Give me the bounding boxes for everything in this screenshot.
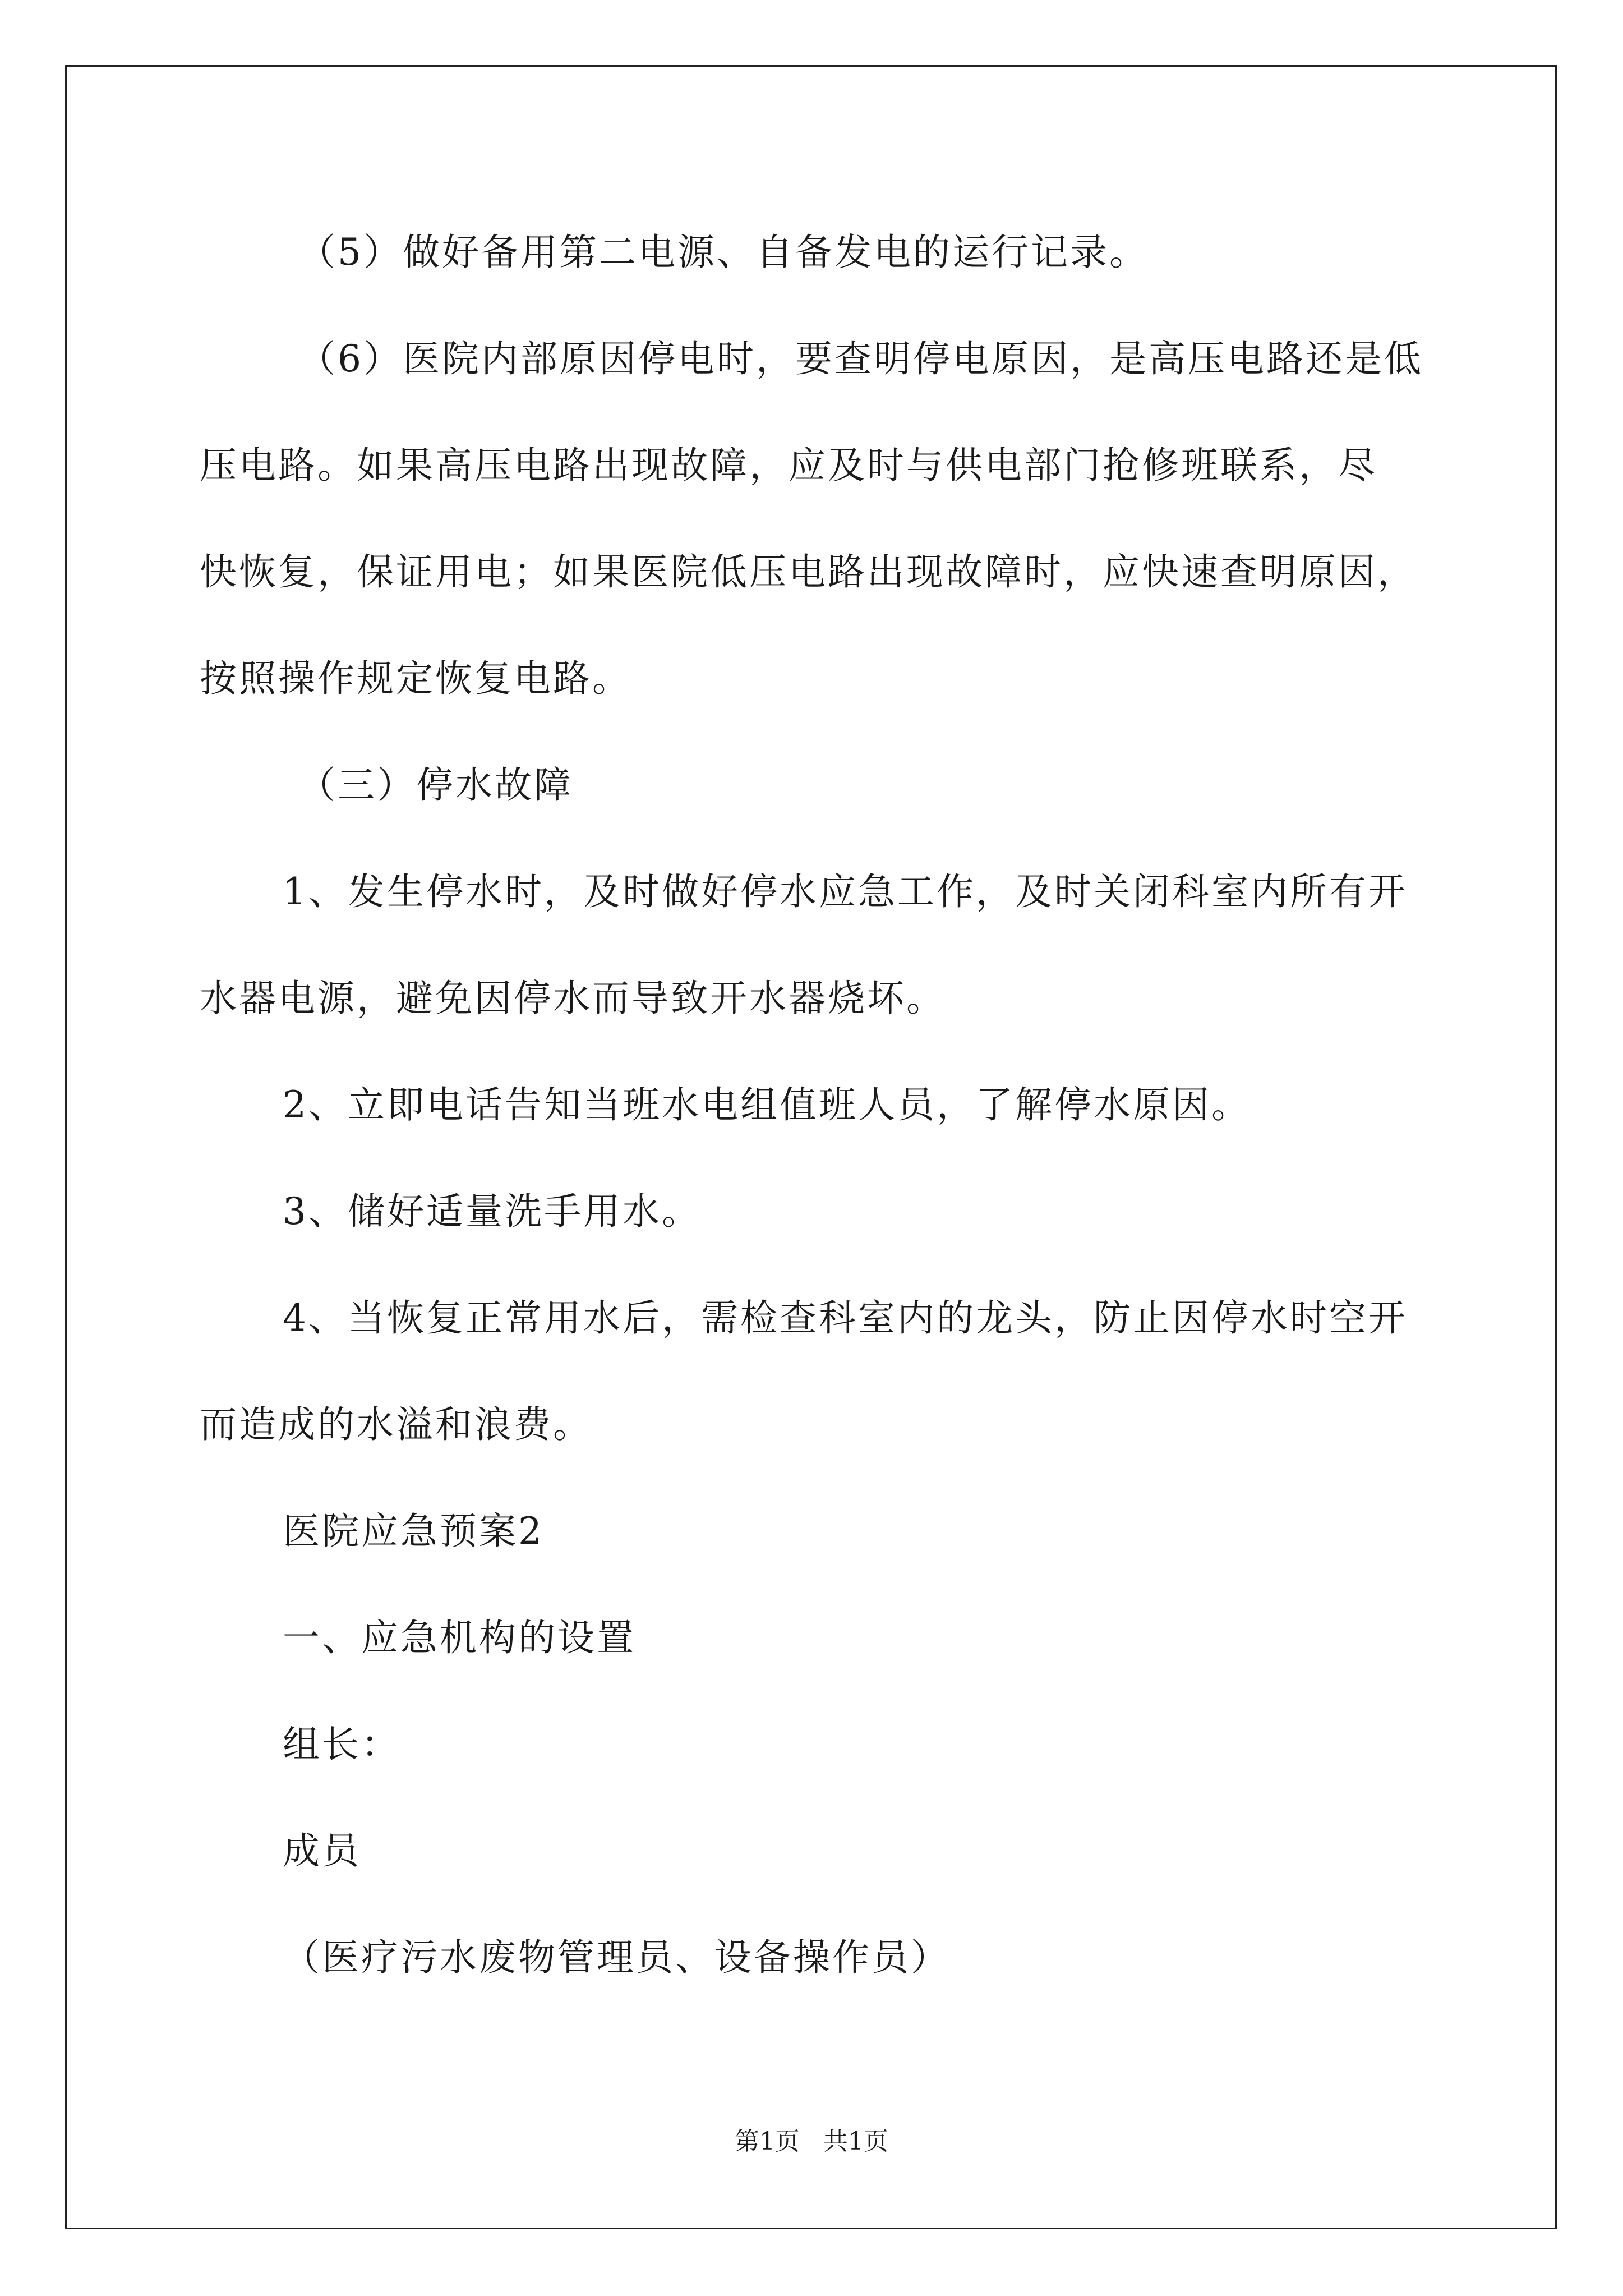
section-heading: （三）停水故障 [298, 763, 573, 807]
paragraph-line: （6）医院内部原因停电时，要查明停电原因，是高压电路还是低 [298, 337, 1423, 380]
paragraph-line: 快恢复，保证用电；如果医院低压电路出现故障时，应快速查明原因， [200, 550, 1417, 593]
paragraph-line: 压电路。如果高压电路出现故障，应及时与供电部门抢修班联系，尽 [200, 444, 1377, 487]
paragraph-line: 3、储好适量洗手用水。 [283, 1190, 701, 1233]
paragraph-line: 1、发生停水时，及时做好停水应急工作，及时关闭科室内所有开 [283, 870, 1408, 913]
section-heading: 医院应急预案2 [283, 1510, 544, 1553]
paragraph-line: 水器电源，避免因停水而导致开水器烧坏。 [200, 977, 946, 1020]
page-number-footer: 第1页 共1页 [735, 2127, 888, 2156]
paragraph-line: （5）做好备用第二电源、自备发电的运行记录。 [298, 231, 1149, 274]
page-border [65, 65, 1557, 2229]
paragraph-line: 而造成的水溢和浪费。 [200, 1403, 592, 1446]
paragraph-line: 组长： [283, 1723, 400, 1766]
paragraph-line: 2、立即电话告知当班水电组值班人员，了解停水原因。 [283, 1083, 1251, 1126]
paragraph-line: 按照操作规定恢复电路。 [200, 657, 631, 700]
paragraph-line: 4、当恢复正常用水后，需检查科室内的龙头，防止因停水时空开 [283, 1296, 1408, 1340]
paragraph-line: （医疗污水废物管理员、设备操作员） [283, 1936, 950, 1979]
section-heading: 一、应急机构的设置 [283, 1616, 636, 1659]
paragraph-line: 成员 [283, 1829, 361, 1872]
